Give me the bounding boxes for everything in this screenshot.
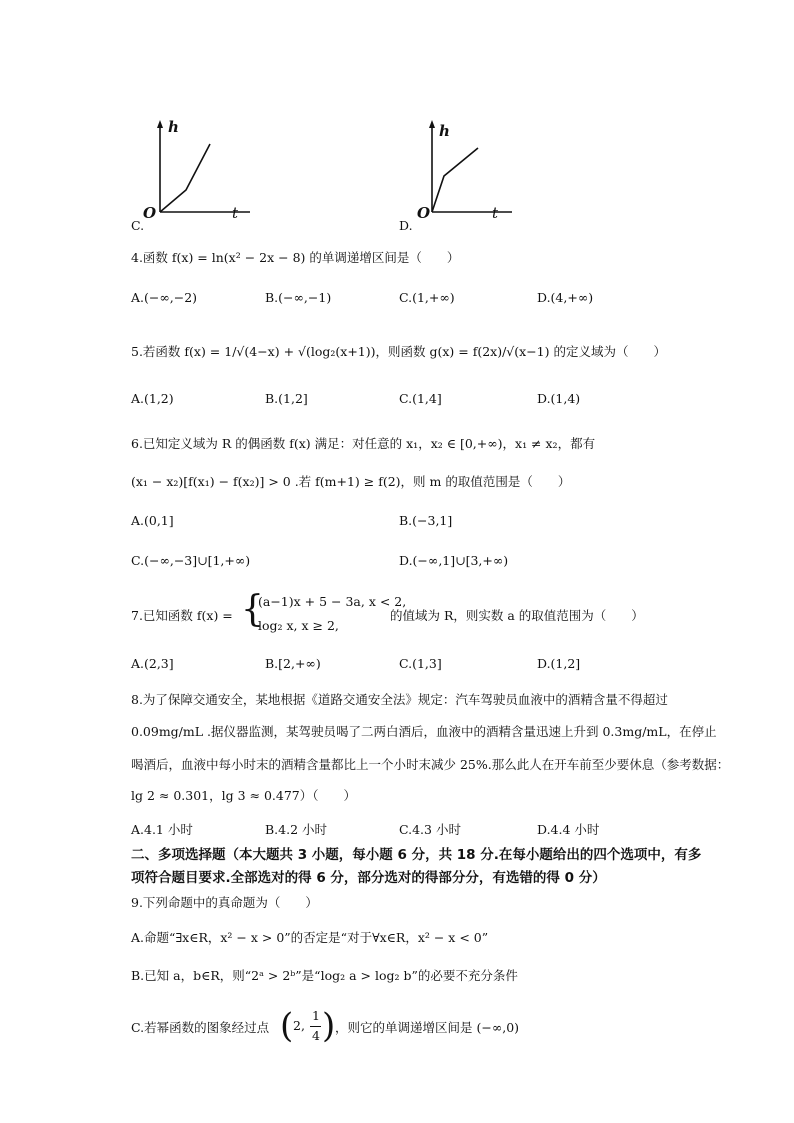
q4-option-a: A.(−∞,−2): [131, 290, 198, 305]
graph-d-label: D.: [399, 218, 413, 233]
graph-c-curve: [160, 144, 210, 212]
q9-option-c-suffix: ，则它的单调递增区间是 (−∞,0): [335, 1020, 520, 1035]
graph-c-origin: O: [143, 204, 157, 222]
q6-line1: 6.已知定义域为 R 的偶函数 f(x) 满足：对任意的 x₁，x₂ ∈ [0,+∞)，x₁ ≠ x₂，都有: [131, 436, 596, 451]
section2-heading-line2: 项符合题目要求.全部选对的得 6 分，部分选对的得部分分，有选错的得 0 分）: [131, 870, 606, 886]
q8-option-b: B.4.2 小时: [265, 822, 328, 837]
section2-heading-line1: 二、多项选择题（本大题共 3 小题，每小题 6 分，共 18 分.在每小题给出的四个选项中，有多: [131, 847, 702, 863]
q6-option-c: C.(−∞,−3]∪[1,+∞): [131, 553, 251, 568]
q9-option-c-prefix: C.若幂函数的图象经过点: [131, 1020, 270, 1035]
q8-option-d: D.4.4 小时: [537, 822, 600, 837]
q7-case2: log₂ x, x ≥ 2,: [258, 618, 339, 633]
q6-option-d: D.(−∞,1]∪[3,+∞): [399, 553, 509, 568]
q7-option-c: C.(1,3]: [399, 656, 442, 671]
q5-stem: 5.若函数 f(x) = 1/√(4−x) + √(log₂(x+1))，则函数 g(x) = f(2x)/√(x−1) 的定义域为（ ）: [131, 344, 666, 359]
q9-stem: 9.下列命题中的真命题为（ ）: [131, 895, 318, 910]
graph-d-y-arrow: [429, 120, 435, 128]
q8-line2: 0.09mg/mL .据仪器监测，某驾驶员喝了二两白酒后，血液中的酒精含量迅速上升到 0.3mg/mL，在停止: [131, 724, 717, 739]
q4-option-b: B.(−∞,−1): [265, 290, 332, 305]
graph-d-origin: O: [417, 204, 431, 222]
graph-c-axis-t: t: [232, 204, 239, 222]
q7-prefix: 7.已知函数 f(x) =: [131, 608, 233, 623]
q4-stem: 4.函数 f(x) = ln(x² − 2x − 8) 的单调递增区间是（ ）: [131, 250, 460, 265]
q4-option-c: C.(1,+∞): [399, 290, 455, 305]
q7-option-b: B.[2,+∞): [265, 656, 321, 671]
graph-c: [140, 118, 260, 228]
graph-c-axis-h: h: [168, 118, 179, 136]
q9-option-a: A.命题“∃x∈R，x² − x > 0”的否定是“对于∀x∈R，x² − x < 0”: [131, 930, 489, 945]
q8-option-a: A.4.1 小时: [131, 822, 193, 837]
q9-option-c-frac-bar: [310, 1026, 321, 1027]
q9-option-b: B.已知 a，b∈R，则“2ᵃ > 2ᵇ”是“log₂ a > log₂ b”的必要不充分条件: [131, 968, 518, 983]
q6-option-a: A.(0,1]: [131, 513, 174, 528]
q8-line4: lg 2 ≈ 0.301，lg 3 ≈ 0.477）（ ）: [131, 788, 357, 803]
q8-line3: 喝酒后，血液中每小时末的酒精含量都比上一个小时末减少 25%.那么此人在开车前至少要休息（参考数据：: [131, 757, 730, 772]
q7-case1: (a−1)x + 5 − 3a, x < 2,: [258, 594, 407, 609]
graph-c-y-arrow: [157, 120, 163, 128]
q9-option-c-frac-num: 1: [312, 1008, 320, 1023]
q6-line2: (x₁ − x₂)[f(x₁) − f(x₂)] > 0 .若 f(m+1) ≥ f(2)，则 m 的取值范围是（ ）: [131, 474, 571, 489]
q6-option-b: B.(−3,1]: [399, 513, 453, 528]
q9-option-c-frac-den: 4: [312, 1028, 320, 1043]
q9-option-c-paren-left: (: [280, 1006, 294, 1046]
q7-option-a: A.(2,3]: [131, 656, 174, 671]
q8-line1: 8.为了保障交通安全，某地根据《道路交通安全法》规定：汽车驾驶员血液中的酒精含量不得超过: [131, 692, 668, 707]
graph-d-axis-t: t: [492, 204, 499, 222]
graph-c-label: C.: [131, 218, 145, 233]
q5-option-a: A.(1,2): [131, 391, 174, 406]
q5-option-d: D.(1,4): [537, 391, 581, 406]
q7-brace: {: [241, 589, 264, 630]
graph-d-curve: [432, 148, 478, 212]
q7-option-d: D.(1,2]: [537, 656, 581, 671]
q7-suffix: 的值域为 R，则实数 a 的取值范围为（ ）: [390, 608, 644, 623]
q5-option-c: C.(1,4]: [399, 391, 442, 406]
q9-option-c-paren-right: ): [322, 1006, 336, 1046]
q9-option-c-x: 2,: [293, 1018, 305, 1033]
q4-option-d: D.(4,+∞): [537, 290, 594, 305]
q8-option-c: C.4.3 小时: [399, 822, 461, 837]
q5-option-b: B.(1,2]: [265, 391, 308, 406]
graph-d-axis-h: h: [439, 122, 450, 140]
